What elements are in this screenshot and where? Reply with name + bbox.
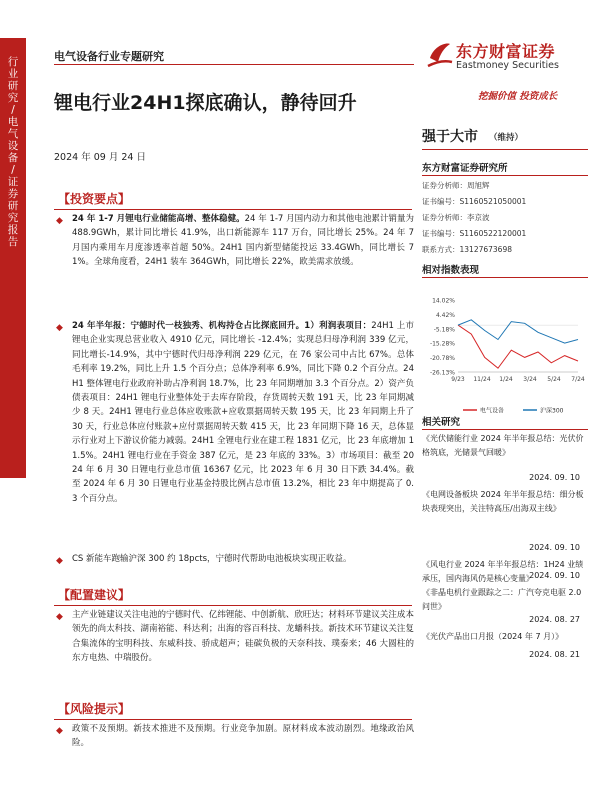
invest-point-2 bbox=[72, 319, 414, 506]
section-risk bbox=[54, 700, 412, 716]
bullet-diamond-icon: ◆ bbox=[56, 726, 63, 736]
analyst-line: 证书编号：S1160521050001 bbox=[422, 197, 527, 206]
x-tick-label: 9/23 bbox=[451, 376, 465, 383]
y-tick-label: 4.42% bbox=[435, 311, 455, 319]
y-tick-label: -26.13% bbox=[429, 369, 455, 377]
related-report-item[interactable]: 《电网设备板块 2024 年半年报总结：细分板块表现突出，关注特高压/出海双主线》 bbox=[422, 490, 584, 513]
related-report-item[interactable]: 《光伏产品出口月报（2024 年 7 月）》 bbox=[422, 632, 564, 641]
y-tick-label: -5.18% bbox=[433, 326, 455, 334]
related-report-item[interactable]: 《非晶电机行业跟踪之二：广汽夸克电驱 2.0 问世》 bbox=[422, 588, 582, 611]
bullet-diamond-icon: ◆ bbox=[56, 216, 63, 226]
x-tick-label: 1/24 bbox=[499, 376, 513, 383]
y-tick-label: -15.28% bbox=[429, 340, 455, 348]
rating-label: 强于大市 bbox=[422, 129, 478, 145]
institute-header bbox=[422, 160, 588, 176]
legend-label: 沪深300 bbox=[540, 407, 564, 415]
invest-point-1 bbox=[72, 212, 414, 270]
related-report-item[interactable]: 《风电行业 2024 年半年报总结：1H24 业绩承压，国内海风仍是核心变量》 bbox=[422, 560, 584, 583]
section-title: 【投资要点】 bbox=[58, 192, 131, 206]
bullet-diamond-icon: ◆ bbox=[56, 612, 63, 622]
x-tick-label: 3/24 bbox=[523, 376, 537, 383]
section-invest-points bbox=[54, 190, 412, 206]
analyst-line: 联系方式：13127673698 bbox=[422, 245, 512, 254]
bullet-diamond-icon: ◆ bbox=[56, 323, 63, 333]
config-text: 主产业链建议关注电池的宁德时代、亿纬锂能、中创新航、欣旺达；材料环节建议关注成本领先的尚太科技、湖南裕能、科达利；出海的容百科技、龙蟠科技。新技术环节建议关注复合集流体的宝明科技、东威科技、骄成超声；硅碳负极的天奈科技、璞泰来；46 大圆柱的东方电热、中瑞股份。 bbox=[72, 610, 414, 664]
page-title: 锂电行业24H1探底确认，静待回升 bbox=[54, 92, 357, 114]
analyst-line: 证券分析师：李京波 bbox=[422, 213, 490, 222]
section-title: 【风险提示】 bbox=[58, 702, 131, 716]
invest-point-1-lead: 24 年 1-7 月锂电行业储能高增、整体稳健。 bbox=[72, 214, 245, 224]
series-line-2 bbox=[458, 320, 578, 343]
institute-title: 东方财富证券研究所 bbox=[422, 163, 508, 174]
rating-divider bbox=[422, 149, 588, 150]
logo-emblem-icon bbox=[426, 40, 454, 70]
chart-header bbox=[422, 262, 588, 278]
invest-point-3: CS 新能车跑输沪深 300 约 18pcts，宁德时代帮助电池板块实现正收益。 bbox=[72, 554, 352, 564]
y-tick-label: 14.02% bbox=[432, 297, 455, 305]
sidebar-label: 行业研究 / 电气设备 / 证券研究报告 bbox=[7, 56, 19, 248]
company-logo bbox=[426, 38, 586, 78]
related-report-date: 2024. 09. 10 bbox=[529, 571, 580, 580]
section-title: 【配置建议】 bbox=[58, 588, 131, 602]
bullet-diamond-icon: ◆ bbox=[56, 556, 63, 566]
x-tick-label: 5/24 bbox=[547, 376, 561, 383]
logo-name: 东方财富证券 bbox=[456, 42, 556, 61]
y-tick-label: -20.78% bbox=[429, 355, 455, 363]
related-header bbox=[422, 414, 588, 430]
related-report-date: 2024. 09. 10 bbox=[529, 473, 580, 482]
related-title: 相关研究 bbox=[422, 417, 461, 428]
related-report-item[interactable]: 《光伏储能行业 2024 年半年报总结：光伏价格筑底，光储景气回暖》 bbox=[422, 434, 584, 457]
x-tick-label: 11/24 bbox=[473, 376, 491, 383]
report-date: 2024 年 09 月 24 日 bbox=[54, 152, 146, 163]
series-line-1 bbox=[458, 325, 578, 368]
analyst-line: 证券分析师：周旭辉 bbox=[422, 181, 490, 190]
x-tick-label: 7/24 bbox=[571, 376, 585, 383]
section-config bbox=[54, 586, 412, 602]
related-report-date: 2024. 08. 21 bbox=[529, 650, 580, 659]
slogan: 挖掘价值 投资成长 bbox=[478, 91, 558, 102]
invest-point-2-body: 24H1 上市锂电企业实现总营业收入 4910 亿元，同比增长 -12.4%；实现总归母净利润 339 亿元，同比增长-14.9%，其中宁德时代归母净利润 229 亿元，在 76 家公司中占比 67%。总体毛利率 19.2%，同比上升 1.5 个百分点；总体净利率 6.9%，同比下降 0.2 个百分点。24H1 整体锂电行业政府补助占净利润 18.7%，比 23 年同期增加 3.3 个百分点。2）资产负债表项目：24H1 锂电行业整体处于去库存阶段，存货周转天数 191 天，比 23 年同期减少 8 天。24H1 锂电行业总体应收账款+应收票据周转天数 195 天，比 23 年同期上升了 30 天，行业总体应付账款+应付票据周转天数 415 天，比 23 年同期下降 16 天，总体显示行业对上下游议价能力减弱。24H1 全锂电行业在建工程 1831 亿元，比 23 年底增加 11.5%。24H1 锂电行业在手资金 387 亿元，是 23 年底的 33%。3）市场项目：截至 2024 年 6 月 30 日锂电行业总市值 16367 亿元，比 2023 年 6 月 30 日下跌 34.4%。截至 2024 年 6 月 30 日锂电行业基金持股比例占总市值 13.2%，相比 23 年中期提高了 0.3 个百分点。 bbox=[72, 321, 414, 504]
logo-english: Eastmoney Securities bbox=[456, 60, 559, 71]
related-report-date: 2024. 09. 10 bbox=[529, 543, 580, 552]
rating-note: （维持） bbox=[489, 133, 524, 143]
report-type: 电气设备行业专题研究 bbox=[54, 50, 164, 63]
invest-point-1-body: 24 年 1-7 月国内动力和其他电池累计销量为 488.9GWh，累计同比增长 41.9%，出口新能源车 117 万台，同比增长 25%。24 年 7 月国内乘用车月度渗透率首超 50%。24H1 国内新型储能投运 33.4GWh，同比增长 71%。全球角度看，24H1 装车 364GWh，同比增长 22%，欧美需求放缓。 bbox=[72, 214, 414, 268]
analyst-line: 证书编号：S1160522120001 bbox=[422, 229, 527, 238]
header-divider bbox=[54, 64, 414, 65]
chart-title: 相对指数表现 bbox=[422, 265, 480, 276]
legend-label: 电气设备 bbox=[480, 407, 505, 415]
invest-point-2-lead: 24 年半年报：宁德时代一枝独秀、机构持仓占比探底回升。1）利润表项目： bbox=[72, 321, 372, 331]
related-report-date: 2024. 08. 27 bbox=[529, 615, 580, 624]
sidebar-category bbox=[0, 38, 26, 478]
risk-text: 政策不及预期。新技术推进不及预期。行业竞争加剧。原材料成本波动剧烈。地缘政治风险。 bbox=[72, 724, 414, 749]
